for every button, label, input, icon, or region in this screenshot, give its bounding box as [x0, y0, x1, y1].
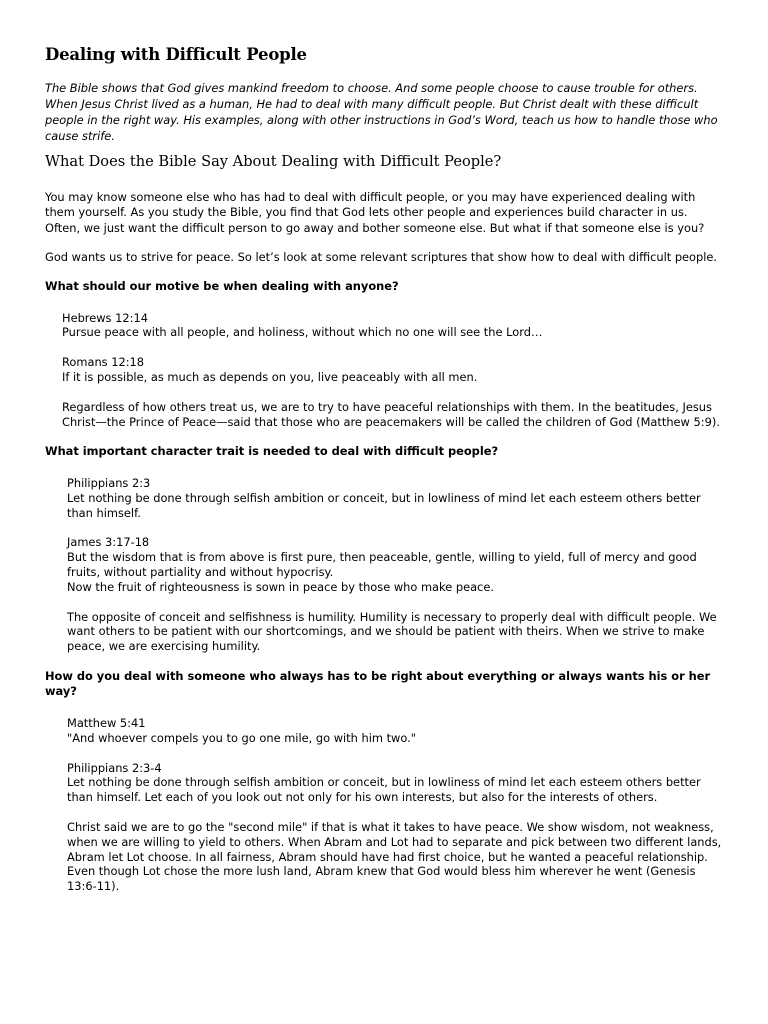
scripture-matthew-5-41 — [67, 716, 724, 746]
scripture-text: Pursue peace with all people, and holiness, without which no one will see the Lord… — [62, 325, 543, 340]
scripture-text-continued: Now the fruit of righteousness is sown in peace by those who make peace. — [67, 579, 494, 594]
commentary-humility — [67, 610, 724, 654]
scripture-philippians-2-3 — [67, 476, 724, 520]
commentary-motive — [62, 400, 724, 430]
scripture-hebrews-12-14 — [62, 311, 724, 341]
scripture-reference: Philippians 2:3-4 — [67, 760, 162, 775]
scripture-james-3-17-18 — [67, 535, 724, 594]
scripture-philippians-2-3-4 — [67, 761, 724, 805]
scripture-text: Let nothing be done through selfish ambition or conceit, but in lowliness of mind let each esteem others better than himself. — [67, 490, 701, 520]
body-paragraph-2: God wants us to strive for peace. So let’s look at some relevant scriptures that show how to deal with difficult people. — [45, 249, 718, 264]
scripture-reference: Matthew 5:41 — [67, 715, 146, 730]
scripture-romans-12-18 — [62, 355, 724, 385]
scripture-text: "And whoever compels you to go one mile, go with him two." — [67, 730, 416, 745]
commentary-second-mile — [67, 820, 724, 894]
intro-paragraph: The Bible shows that God gives mankind freedom to choose. And some people choose to cause trouble for others. When Jesus Christ lived as a human, He had to deal with many difficult people. But Christ dealt with these difficult people in the right way. His examples, along with other instructions in God’s Word, teach us how to handle those who cause strife. — [45, 81, 718, 143]
section-heading: What Does the Bible Say About Dealing with Difficult People? — [45, 153, 502, 170]
question-character-trait: What important character trait is needed to deal with difficult people? — [45, 444, 499, 459]
commentary-text: Christ said we are to go the "second mile" if that is what it takes to have peace. We show wisdom, not weakness, when we are willing to yield to others. When Abram and Lot had to separate and pick between two different lands, Abram let Lot choose. In all fairness, Abram should have had first choice, but he wanted a peaceful relationship. Even though Lot chose the more lush land, Abram knew that God would bless him wherever he went (Genesis 13:6-11). — [67, 819, 722, 894]
scripture-text: Let nothing be done through selfish ambition or conceit, but in lowliness of mind let each esteem others better than himself. Let each of you look out not only for his own interests, but also for the interests of others. — [67, 775, 701, 805]
scripture-text: If it is possible, as much as depends on you, live peaceably with all men. — [62, 370, 478, 385]
scripture-reference: Hebrews 12:14 — [62, 310, 148, 325]
question-always-right: How do you deal with someone who always has to be right about everything or always wants his or her way? — [45, 668, 711, 699]
commentary-text: Regardless of how others treat us, we are to try to have peaceful relationships with them. In the beatitudes, Jesus Christ—the Prince of Peace—said that those who are peacemakers will be called the children of God (Matthew 5:9). — [62, 399, 720, 429]
body-paragraph-1: You may know someone else who has had to deal with difficult people, or you may have experienced dealing with them yourself. As you study the Bible, you find that God lets other people and experiences build character in us. Often, we just want the difficult person to go away and bother someone else. But what if that someone else is you? — [45, 190, 705, 235]
scripture-reference: Philippians 2:3 — [67, 475, 151, 490]
scripture-reference: Romans 12:18 — [62, 355, 145, 370]
scripture-reference: James 3:17-18 — [67, 535, 150, 550]
commentary-text: The opposite of conceit and selfishness is humility. Humility is necessary to properly deal with difficult people. We want others to be patient with our shortcomings, and we should be patient with theirs. When we strive to make peace, we are exercising humility. — [67, 609, 717, 654]
question-motive: What should our motive be when dealing with anyone? — [45, 279, 399, 294]
page-title: Dealing with Difficult People — [45, 45, 307, 64]
scripture-text: But the wisdom that is from above is first pure, then peaceable, gentle, willing to yield, full of mercy and good fruits, without partiality and without hypocrisy. — [67, 550, 697, 579]
